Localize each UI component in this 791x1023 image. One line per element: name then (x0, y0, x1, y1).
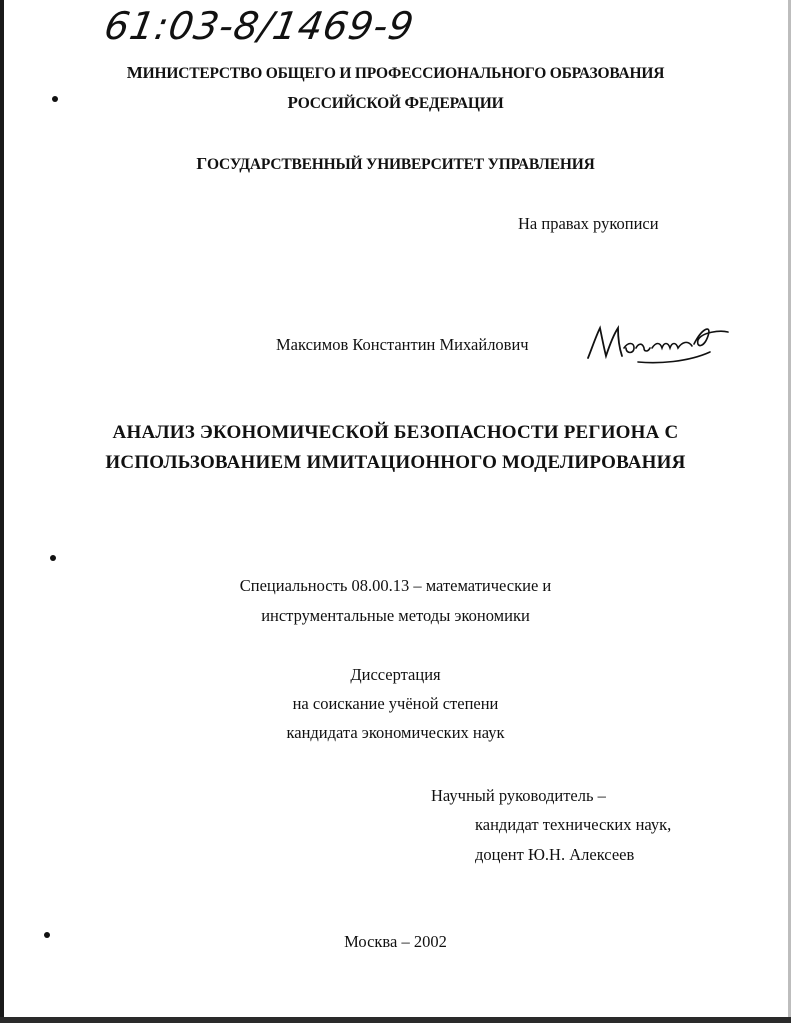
dissertation-label: Диссертация (350, 665, 441, 684)
handwritten-strokes (100, 6, 440, 56)
punch-dot-middle (50, 555, 56, 561)
author-signature (578, 318, 738, 374)
specialty-line2: инструментальные методы экономики (261, 606, 530, 625)
advisor-degree: кандидат технических наук, (475, 815, 672, 834)
thesis-title-line1: АНАЛИЗ ЭКОНОМИЧЕСКОЙ БЕЗОПАСНОСТИ РЕГИОНА С (112, 422, 679, 443)
thesis-title-line2: ИСПОЛЬЗОВАНИЕМ ИМИТАЦИОННОГО МОДЕЛИРОВАНИЯ (105, 452, 686, 473)
advisor-label: Научный руководитель – (431, 786, 606, 805)
degree-line2: кандидата экономических наук (286, 723, 505, 742)
author-name: Максимов Константин Михайлович (276, 335, 529, 354)
specialty-line1: Специальность 08.00.13 – математические и (239, 576, 552, 595)
university-heading: ГОСУДАРСТВЕННЫЙ УНИВЕРСИТЕТ УПРАВЛЕНИЯ (196, 154, 595, 173)
scan-edge-bottom (0, 1017, 791, 1023)
handwritten-archive-number: 61:03-8/1469-9 (101, 4, 418, 48)
advisor-name: доцент Ю.Н. Алексеев (475, 845, 635, 864)
rights-note: На правах рукописи (518, 214, 659, 233)
degree-line1: на соискание учёной степени (292, 694, 499, 713)
city-year: Москва – 2002 (344, 932, 447, 951)
ministry-heading-line2: РОССИЙСКОЙ ФЕДЕРАЦИИ (287, 93, 504, 112)
ministry-heading-line1: МИНИСТЕРСТВО ОБЩЕГО И ПРОФЕССИОНАЛЬНОГО ОБРАЗОВАНИЯ (126, 63, 665, 82)
